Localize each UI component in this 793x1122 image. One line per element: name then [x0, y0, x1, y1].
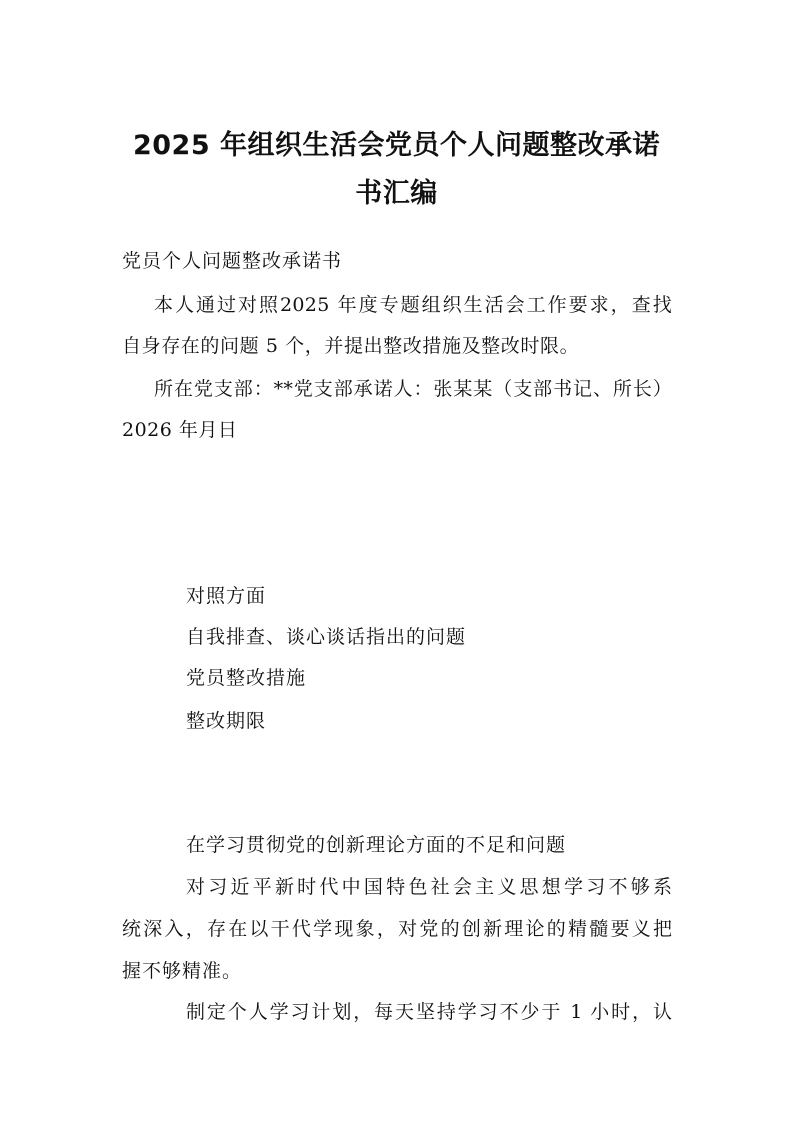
problem-line-3: 握不够精准。 — [122, 960, 243, 982]
intro-line-2: 自身存在的问题 5 个，并提出整改措施及整改时限。 — [122, 335, 580, 357]
section-subtitle: 党员个人问题整改承诺书 — [122, 250, 343, 272]
problem-line-1: 对习近平新时代中国特色社会主义思想学习不够系 — [186, 876, 672, 898]
document-title-line-1: 2025 年组织生活会党员个人问题整改承诺 — [132, 130, 661, 161]
table-header-aspect: 对照方面 — [186, 585, 267, 607]
intro-line-1: 本人通过对照2025 年度专题组织生活会工作要求，查找 — [154, 294, 672, 316]
section-title: 在学习贯彻党的创新理论方面的不足和问题 — [186, 834, 567, 856]
table-header-problems: 自我排查、谈心谈话指出的问题 — [186, 626, 467, 648]
branch-line-2: 2026 年月日 — [122, 419, 238, 441]
table-header-deadline: 整改期限 — [186, 710, 267, 732]
branch-line-1: 所在党支部：**党支部承诺人：张某某（支部书记、所长） — [154, 378, 672, 400]
measure-line-1: 制定个人学习计划，每天坚持学习不少于 1 小时，认 — [186, 1001, 672, 1023]
problem-line-2: 统深入，存在以干代学现象，对党的创新理论的精髓要义把 — [122, 918, 672, 940]
table-header-measures: 党员整改措施 — [186, 667, 307, 689]
document-title-line-2: 书汇编 — [355, 178, 438, 209]
